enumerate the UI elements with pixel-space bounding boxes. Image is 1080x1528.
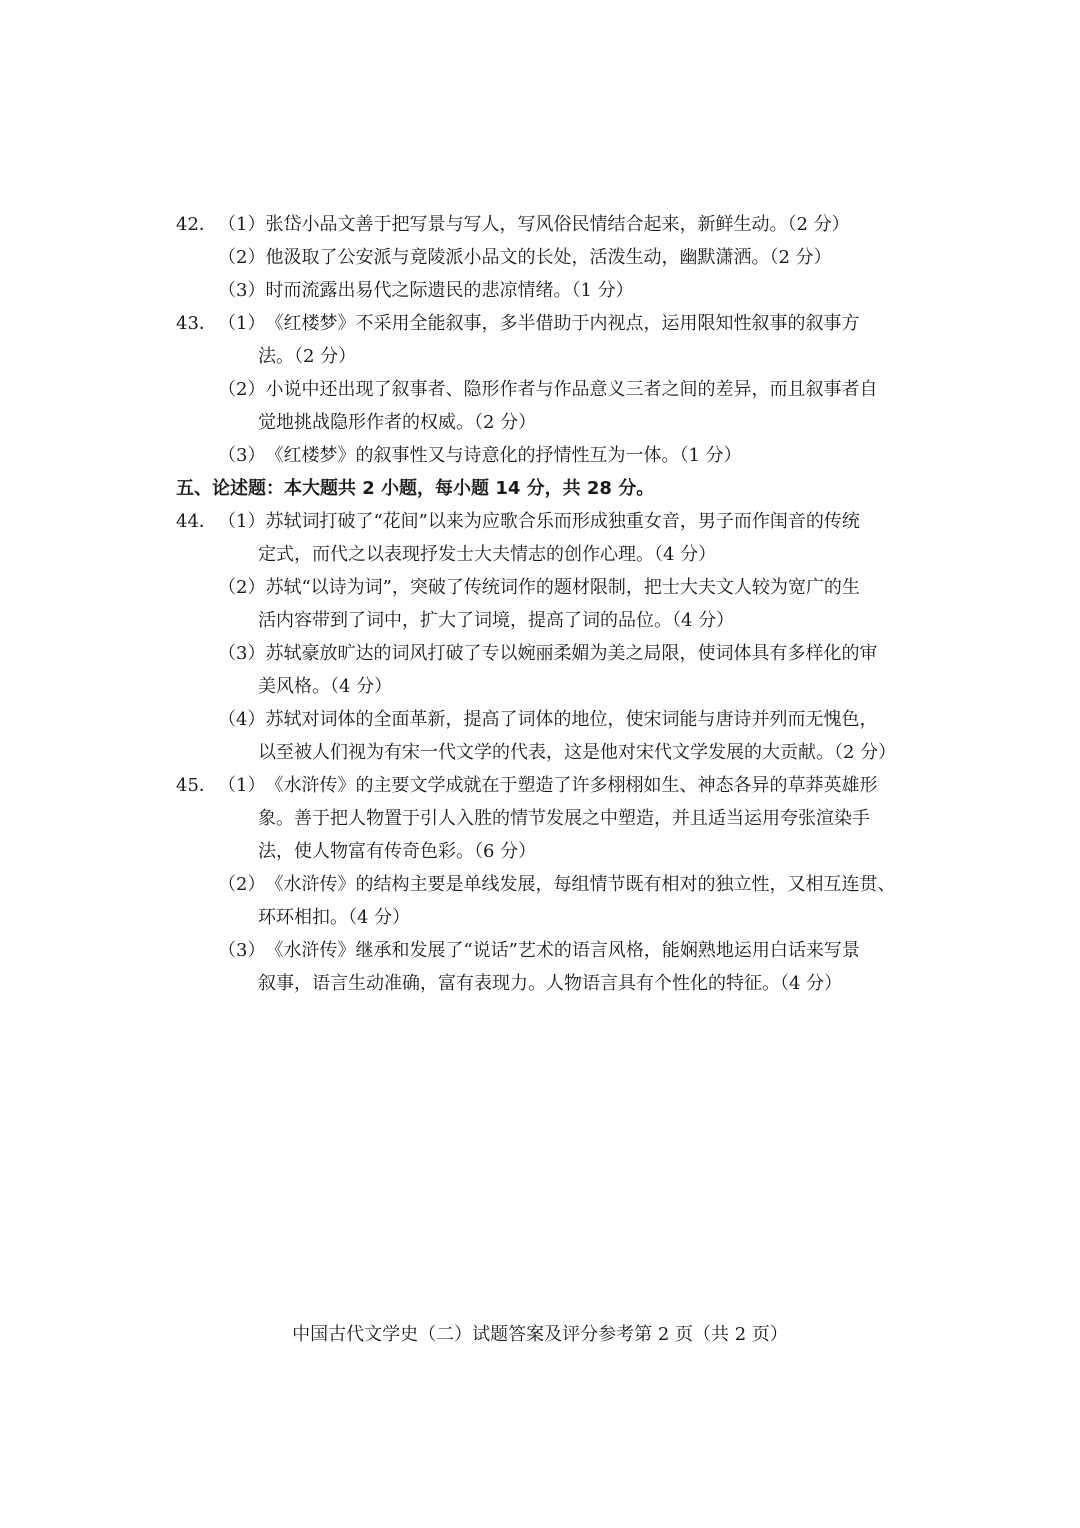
item-text: 时而流露出易代之际遗民的悲凉情绪。（1 分） <box>265 280 634 301</box>
item-text-continued: 法。（2 分） <box>258 346 357 367</box>
question-number: 42． <box>176 214 217 235</box>
answer-item <box>176 637 916 670</box>
item-text: 《水浒传》的结构主要是单线发展，每组情节既有相对的独立性，又相互连贯、 <box>265 874 896 895</box>
item-marker: （1） <box>218 313 266 334</box>
question-43 <box>176 307 916 472</box>
item-marker: （4） <box>218 709 266 730</box>
answer-item <box>176 934 916 967</box>
answer-item <box>176 274 916 307</box>
item-marker: （3） <box>218 940 266 961</box>
answer-item <box>176 505 916 538</box>
answer-item <box>176 241 916 274</box>
item-text: 苏轼豪放旷达的词风打破了专以婉丽柔媚为美之局限，使词体具有多样化的审 <box>265 643 878 664</box>
item-text: 苏轼“以诗为词”，突破了传统词作的题材限制，把士大夫文人较为宽广的生 <box>265 577 860 598</box>
item-marker: （2） <box>218 379 266 400</box>
answer-item <box>176 307 916 340</box>
answer-item <box>176 703 916 736</box>
answer-item <box>176 571 916 604</box>
item-marker: （3） <box>218 445 266 466</box>
item-text-continued: 法，使人物富有传奇色彩。（6 分） <box>258 841 537 862</box>
answer-item <box>176 769 916 802</box>
item-text-continued: 觉地挑战隐形作者的权威。（2 分） <box>258 412 537 433</box>
item-text-continued: 以至被人们视为有宋一代文学的代表，这是他对宋代文学发展的大贡献。（2 分） <box>258 742 897 763</box>
item-text-continued: 叙事，语言生动准确，富有表现力。人物语言具有个性化的特征。（4 分） <box>258 973 843 994</box>
item-text: 《红楼梦》的叙事性又与诗意化的抒情性互为一体。（1 分） <box>265 445 742 466</box>
answer-item <box>176 868 916 901</box>
item-text: 他汲取了公安派与竟陵派小品文的长处，活泼生动，幽默潇洒。（2 分） <box>265 247 832 268</box>
item-marker: （1） <box>218 214 266 235</box>
item-text: 苏轼对词体的全面革新，提高了词体的地位，使宋词能与唐诗并列而无愧色， <box>265 709 878 730</box>
item-text-continued: 环环相扣。（4 分） <box>258 907 411 928</box>
item-marker: （2） <box>218 247 266 268</box>
item-text-continued: 美风格。（4 分） <box>258 676 393 697</box>
answer-content <box>176 208 916 1000</box>
item-text-continued: 定式，而代之以表现抒发士大夫情志的创作心理。（4 分） <box>258 544 717 565</box>
item-text: 《水浒传》的主要文学成就在于塑造了许多栩栩如生、神态各异的草莽英雄形 <box>265 775 878 796</box>
answer-item <box>176 373 916 406</box>
item-marker: （2） <box>218 874 266 895</box>
question-44 <box>176 505 916 769</box>
item-marker: （1） <box>218 511 266 532</box>
item-text: 《水浒传》继承和发展了“说话”艺术的语言风格，能娴熟地运用白话来写景 <box>265 940 860 961</box>
item-text: 张岱小品文善于把写景与写人，写风俗民情结合起来，新鲜生动。（2 分） <box>265 214 850 235</box>
question-42 <box>176 208 916 307</box>
question-number: 45． <box>176 775 217 796</box>
question-45 <box>176 769 916 1000</box>
page-footer: 中国古代文学史（二）试题答案及评分参考第 2 页（共 2 页） <box>292 1324 788 1345</box>
item-marker: （3） <box>218 643 266 664</box>
item-marker: （2） <box>218 577 266 598</box>
item-marker: （3） <box>218 280 266 301</box>
item-text-continued: 活内容带到了词中，扩大了词境，提高了词的品位。（4 分） <box>258 610 735 631</box>
question-number: 43． <box>176 313 217 334</box>
item-text: 《红楼梦》不采用全能叙事，多半借助于内视点，运用限知性叙事的叙事方 <box>265 313 860 334</box>
answer-item <box>176 439 916 472</box>
item-text: 苏轼词打破了“花间”以来为应歌合乐而形成独重女音，男子而作闺音的传统 <box>265 511 860 532</box>
item-text: 小说中还出现了叙事者、隐形作者与作品意义三者之间的差异，而且叙事者自 <box>265 379 878 400</box>
item-text-continued: 象。善于把人物置于引人入胜的情节发展之中塑造，并且适当运用夸张渲染手 <box>258 808 870 829</box>
item-marker: （1） <box>218 775 266 796</box>
question-number: 44． <box>176 511 217 532</box>
section-heading: 五、论述题：本大题共 2 小题，每小题 14 分，共 28 分。 <box>176 478 655 499</box>
answer-item <box>176 208 916 241</box>
